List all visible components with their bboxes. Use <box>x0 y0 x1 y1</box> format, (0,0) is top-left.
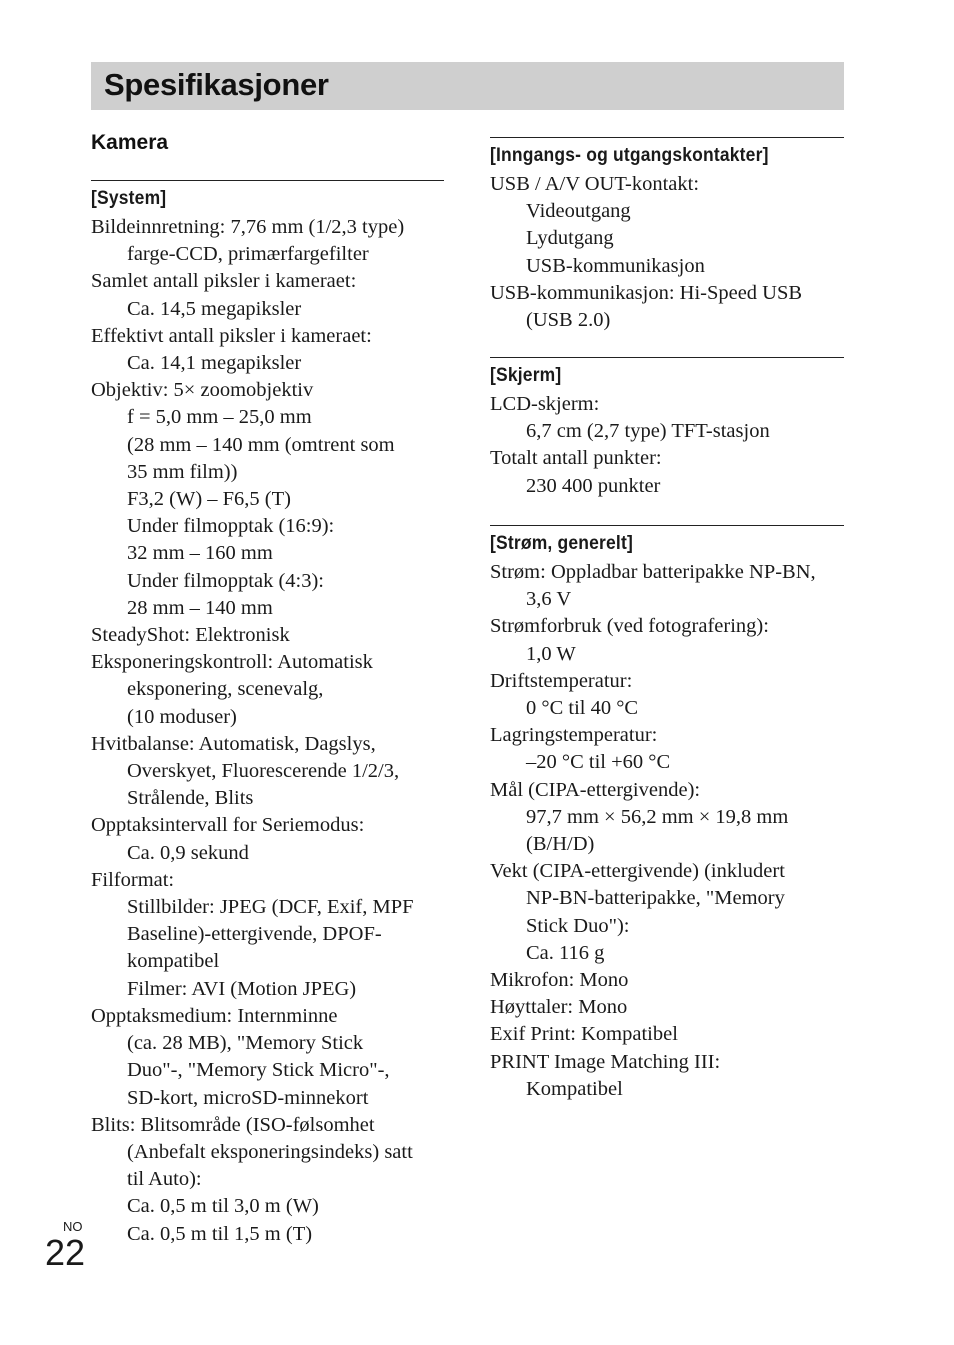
section-divider <box>490 357 844 358</box>
spec-line: Driftstemperatur: <box>490 669 633 692</box>
spec-line-indented: (B/H/D) <box>526 833 595 856</box>
spec-line-indented: (Anbefalt eksponeringsindeks) satt <box>127 1140 413 1163</box>
spec-line-indented: (10 moduser) <box>127 705 237 728</box>
section-heading: [Skjerm] <box>490 365 562 386</box>
spec-line-indented: til Auto): <box>127 1168 202 1191</box>
spec-line-indented: 230 400 punkter <box>526 474 661 497</box>
page-title: Spesifikasjoner <box>104 67 329 102</box>
spec-line: Strømforbruk (ved fotografering): <box>490 615 769 638</box>
spec-line-indented: Strålende, Blits <box>127 787 254 810</box>
section-connectors <box>490 137 844 334</box>
page-number: 22 <box>45 1232 86 1273</box>
spec-line: USB / A/V OUT-kontakt: <box>490 173 700 195</box>
spec-line: USB-kommunikasjon: Hi-Speed USB <box>490 281 803 304</box>
spec-line: Totalt antall punkter: <box>490 447 662 470</box>
spec-line-indented: (28 mm – 140 mm (omtrent som <box>127 433 395 456</box>
spec-line-indented: Ca. 0,5 m til 1,5 m (T) <box>127 1222 313 1245</box>
spec-line: Samlet antall piksler i kameraet: <box>91 270 357 293</box>
spec-line: Bildeinnretning: 7,76 mm (1/2,3 type) <box>91 216 405 238</box>
spec-line-indented: kompatibel <box>127 950 220 973</box>
spec-line: Blits: Blitsområde (ISO-følsomhet <box>91 1113 375 1136</box>
spec-list <box>91 214 444 1248</box>
spec-line: Hvitbalanse: Automatisk, Dagslys, <box>91 732 376 755</box>
section-heading: [System] <box>91 188 167 209</box>
spec-line: LCD-skjerm: <box>490 393 600 415</box>
spec-line-indented: Stick Duo"): <box>526 914 630 937</box>
spec-line: SteadyShot: Elektronisk <box>91 624 290 647</box>
spec-list <box>490 391 844 500</box>
spec-line-indented: –20 °C til +60 °C <box>526 751 671 774</box>
spec-line-indented: (USB 2.0) <box>526 309 611 332</box>
page-language-code: NO <box>63 1219 83 1234</box>
spec-line-indented: Videoutgang <box>526 200 631 223</box>
spec-line: Høyttaler: Mono <box>490 996 628 1019</box>
spec-line-indented: 1,0 W <box>526 642 576 665</box>
spec-list <box>490 171 844 334</box>
spec-line: Opptaksintervall for Seriemodus: <box>91 814 365 837</box>
spec-line-indented: f = 5,0 mm – 25,0 mm <box>127 406 312 429</box>
spec-line-indented: Overskyet, Fluorescerende 1/2/3, <box>127 760 400 783</box>
spec-line-indented: SD-kort, microSD-minnekort <box>127 1086 369 1109</box>
spec-line-indented: Stillbilder: JPEG (DCF, Exif, MPF <box>127 896 414 919</box>
section-divider <box>91 180 444 181</box>
spec-line-indented: Kompatibel <box>526 1077 623 1100</box>
section-screen <box>490 357 844 500</box>
spec-line: Filformat: <box>91 868 175 891</box>
section-heading: [Strøm, generelt] <box>490 533 633 554</box>
spec-line-indented: 6,7 cm (2,7 type) TFT-stasjon <box>526 420 770 443</box>
spec-line: Eksponeringskontroll: Automatisk <box>91 651 373 674</box>
spec-line: Effektivt antall piksler i kameraet: <box>91 324 372 347</box>
spec-line-indented: Ca. 14,5 megapiksler <box>127 297 302 320</box>
spec-line-indented: Ca. 14,1 megapiksler <box>127 352 302 375</box>
section-divider <box>490 525 844 526</box>
spec-line: Strøm: Oppladbar batteripakke NP-BN, <box>490 561 816 583</box>
spec-list <box>490 559 844 1103</box>
spec-line-indented: Ca. 0,5 m til 3,0 m (W) <box>127 1195 319 1218</box>
spec-line-indented: F3,2 (W) – F6,5 (T) <box>127 488 291 511</box>
spec-line-indented: Filmer: AVI (Motion JPEG) <box>127 977 357 1000</box>
spec-line-indented: Under filmopptak (4:3): <box>127 569 324 592</box>
spec-line-indented: Ca. 0,9 sekund <box>127 841 249 864</box>
spec-line: PRINT Image Matching III: <box>490 1050 721 1073</box>
spec-line-indented: 0 °C til 40 °C <box>526 697 639 720</box>
section-system <box>91 180 444 1248</box>
section-power <box>490 525 844 1103</box>
spec-line-indented: Lydutgang <box>526 227 614 250</box>
spec-line-indented: Ca. 116 g <box>526 941 605 964</box>
section-subtitle-kamera: Kamera <box>91 131 169 154</box>
title-bar <box>91 62 844 110</box>
spec-line-indented: (ca. 28 MB), "Memory Stick <box>127 1032 364 1055</box>
spec-line-indented: USB-kommunikasjon <box>526 254 705 277</box>
section-divider <box>490 137 844 138</box>
section-heading: [Inngangs- og utgangskontakter] <box>490 145 769 166</box>
spec-line-indented: 28 mm – 140 mm <box>127 596 273 619</box>
spec-line-indented: Under filmopptak (16:9): <box>127 515 335 538</box>
spec-line: Objektiv: 5× zoomobjektiv <box>91 379 314 402</box>
spec-line: Lagringstemperatur: <box>490 724 658 747</box>
spec-line-indented: farge-CCD, primærfargefilter <box>127 243 369 266</box>
spec-line-indented: Duo"-, "Memory Stick Micro"-, <box>127 1059 390 1082</box>
spec-line: Opptaksmedium: Internminne <box>91 1004 338 1027</box>
spec-line-indented: 35 mm film)) <box>127 460 238 483</box>
spec-line-indented: eksponering, scenevalg, <box>127 678 324 701</box>
spec-line: Exif Print: Kompatibel <box>490 1023 678 1046</box>
spec-line-indented: 3,6 V <box>526 588 572 611</box>
spec-line: Vekt (CIPA-ettergivende) (inkludert <box>490 860 785 883</box>
spec-line: Mikrofon: Mono <box>490 969 629 992</box>
spec-line-indented: Baseline)-ettergivende, DPOF- <box>127 923 382 946</box>
spec-line-indented: 32 mm – 160 mm <box>127 542 273 565</box>
spec-line: Mål (CIPA-ettergivende): <box>490 778 701 801</box>
spec-line-indented: NP-BN-batteripakke, "Memory <box>526 887 785 910</box>
spec-line-indented: 97,7 mm × 56,2 mm × 19,8 mm <box>526 805 789 828</box>
